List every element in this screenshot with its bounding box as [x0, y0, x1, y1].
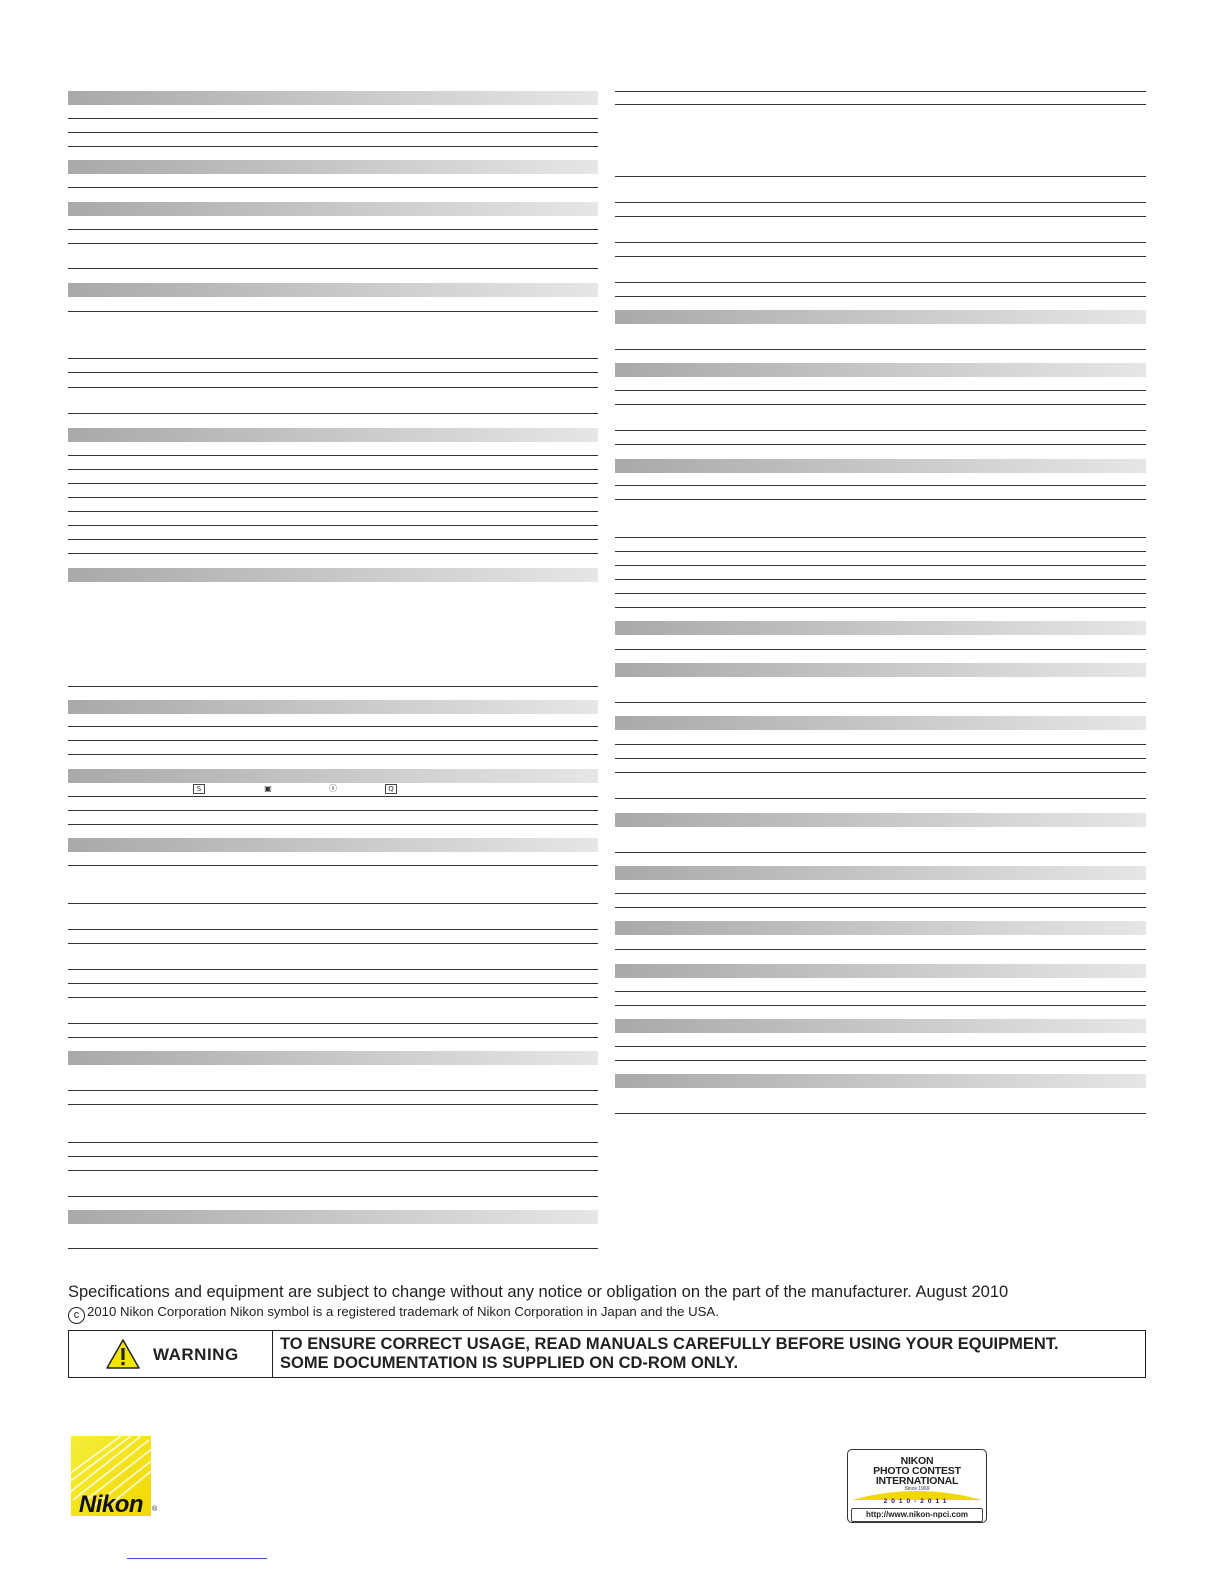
badge-url[interactable]: http://www.nikon-npci.com [851, 1508, 983, 1522]
row-divider [68, 1090, 598, 1091]
quiet-mode-icon: Q [385, 784, 397, 794]
row-divider [68, 1170, 598, 1171]
row-divider [615, 798, 1146, 799]
row-divider [68, 903, 598, 904]
badge-years: 2010-2011 [883, 1498, 951, 1505]
row-divider [615, 216, 1146, 217]
row-divider [615, 256, 1146, 257]
row-divider [615, 282, 1146, 283]
section-header-bar [68, 160, 598, 174]
section-header-bar [68, 283, 598, 297]
row-divider [615, 91, 1146, 92]
row-divider [615, 949, 1146, 950]
link-underline [127, 1558, 267, 1559]
nikon-logo [71, 1436, 151, 1516]
row-divider [68, 1248, 598, 1249]
row-divider [615, 991, 1146, 992]
row-divider [68, 1104, 598, 1105]
spec-table-left [68, 0, 598, 1260]
row-divider [615, 537, 1146, 538]
row-divider [615, 202, 1146, 203]
row-divider [615, 176, 1146, 177]
warning-box [68, 1330, 1146, 1378]
row-divider [615, 1005, 1146, 1006]
row-divider [615, 649, 1146, 650]
warning-line-2: SOME DOCUMENTATION IS SUPPLIED ON CD-ROM ONLY. [280, 1354, 739, 1372]
section-header-bar [615, 964, 1146, 978]
row-divider [68, 311, 598, 312]
single-frame-mode-icon: S [193, 784, 205, 794]
section-header-bar [615, 866, 1146, 880]
photo-contest-badge [847, 1449, 987, 1523]
section-header-bar [68, 202, 598, 216]
row-divider [615, 1060, 1146, 1061]
row-divider [68, 455, 598, 456]
row-divider [615, 430, 1146, 431]
spec-table-right [615, 0, 1146, 1260]
section-header-bar [68, 700, 598, 714]
section-header-bar [615, 459, 1146, 473]
row-divider [68, 824, 598, 825]
section-header-bar [615, 363, 1146, 377]
self-timer-mode-icon: ⓢ [329, 784, 337, 793]
section-header-bar [615, 621, 1146, 635]
logo-wordmark: Nikon [78, 1491, 144, 1516]
row-divider [68, 929, 598, 930]
row-divider [615, 744, 1146, 745]
row-divider [68, 1037, 598, 1038]
section-header-bar [68, 428, 598, 442]
row-divider [68, 413, 598, 414]
copyright-line [68, 1304, 719, 1324]
row-divider [615, 852, 1146, 853]
row-divider [615, 551, 1146, 552]
section-header-bar [68, 838, 598, 852]
section-header-bar [68, 769, 598, 783]
row-divider [68, 268, 598, 269]
badge-line-1: NIKON [900, 1455, 934, 1467]
section-header-bar [615, 716, 1146, 730]
badge-line-3: INTERNATIONAL [875, 1475, 959, 1487]
row-divider [615, 758, 1146, 759]
row-divider [68, 146, 598, 147]
continuous-mode-icon: ▣ [264, 784, 272, 793]
copyright-symbol-icon: c [68, 1307, 85, 1324]
row-divider [68, 810, 598, 811]
row-divider [68, 726, 598, 727]
registered-mark: ® [152, 1506, 158, 1513]
row-divider [68, 483, 598, 484]
row-divider [68, 243, 598, 244]
section-header-bar [615, 1019, 1146, 1033]
row-divider [68, 553, 598, 554]
row-divider [68, 754, 598, 755]
row-divider [68, 796, 598, 797]
row-divider [615, 1046, 1146, 1047]
row-divider [68, 358, 598, 359]
section-header-bar [615, 663, 1146, 677]
copyright-text: 2010 Nikon Corporation Nikon symbol is a registered trademark of Nikon Corporation in Japan and the USA. [87, 1304, 719, 1319]
badge-since: Since 1969 [904, 1486, 930, 1492]
disclaimer-text: Specifications and equipment are subject to change without any notice or obligation on the part of the manufacturer. August 2010 [68, 1283, 1009, 1301]
row-divider [68, 469, 598, 470]
row-divider [68, 1196, 598, 1197]
section-header-bar [68, 1051, 598, 1065]
row-divider [68, 969, 598, 970]
section-header-bar [615, 1074, 1146, 1088]
row-divider [615, 907, 1146, 908]
row-divider [615, 485, 1146, 486]
row-divider [615, 404, 1146, 405]
row-divider [615, 565, 1146, 566]
row-divider [68, 865, 598, 866]
warning-label: WARNING [153, 1345, 239, 1364]
row-divider [615, 772, 1146, 773]
row-divider [615, 579, 1146, 580]
row-divider [68, 1156, 598, 1157]
row-divider [68, 983, 598, 984]
warning-triangle-icon [105, 1338, 141, 1370]
row-divider [615, 349, 1146, 350]
row-divider [68, 132, 598, 133]
row-divider [615, 593, 1146, 594]
row-divider [68, 497, 598, 498]
row-divider [615, 702, 1146, 703]
row-divider [615, 893, 1146, 894]
row-divider [615, 444, 1146, 445]
row-divider [68, 525, 598, 526]
row-divider [615, 1113, 1146, 1114]
row-divider [615, 242, 1146, 243]
row-divider [68, 740, 598, 741]
row-divider [68, 997, 598, 998]
row-divider [68, 511, 598, 512]
warning-label-cell [69, 1331, 273, 1377]
section-header-bar [615, 921, 1146, 935]
section-header-bar [68, 91, 598, 105]
row-divider [68, 187, 598, 188]
row-divider [615, 607, 1146, 608]
row-divider [68, 1142, 598, 1143]
row-divider [615, 390, 1146, 391]
row-divider [68, 387, 598, 388]
row-divider [68, 943, 598, 944]
row-divider [615, 499, 1146, 500]
row-divider [68, 118, 598, 119]
row-divider [68, 686, 598, 687]
section-header-bar [68, 1210, 598, 1224]
row-divider [615, 104, 1146, 105]
section-header-bar [615, 310, 1146, 324]
warning-line-1: TO ENSURE CORRECT USAGE, READ MANUALS CAREFULLY BEFORE USING YOUR EQUIPMENT. [280, 1335, 1059, 1353]
row-divider [68, 229, 598, 230]
badge-line-2: PHOTO CONTEST [873, 1465, 961, 1477]
warning-message [280, 1335, 1059, 1373]
row-divider [68, 372, 598, 373]
row-divider [68, 1023, 598, 1024]
row-divider [68, 539, 598, 540]
row-divider [615, 296, 1146, 297]
section-header-bar [615, 813, 1146, 827]
section-header-bar [68, 568, 598, 582]
